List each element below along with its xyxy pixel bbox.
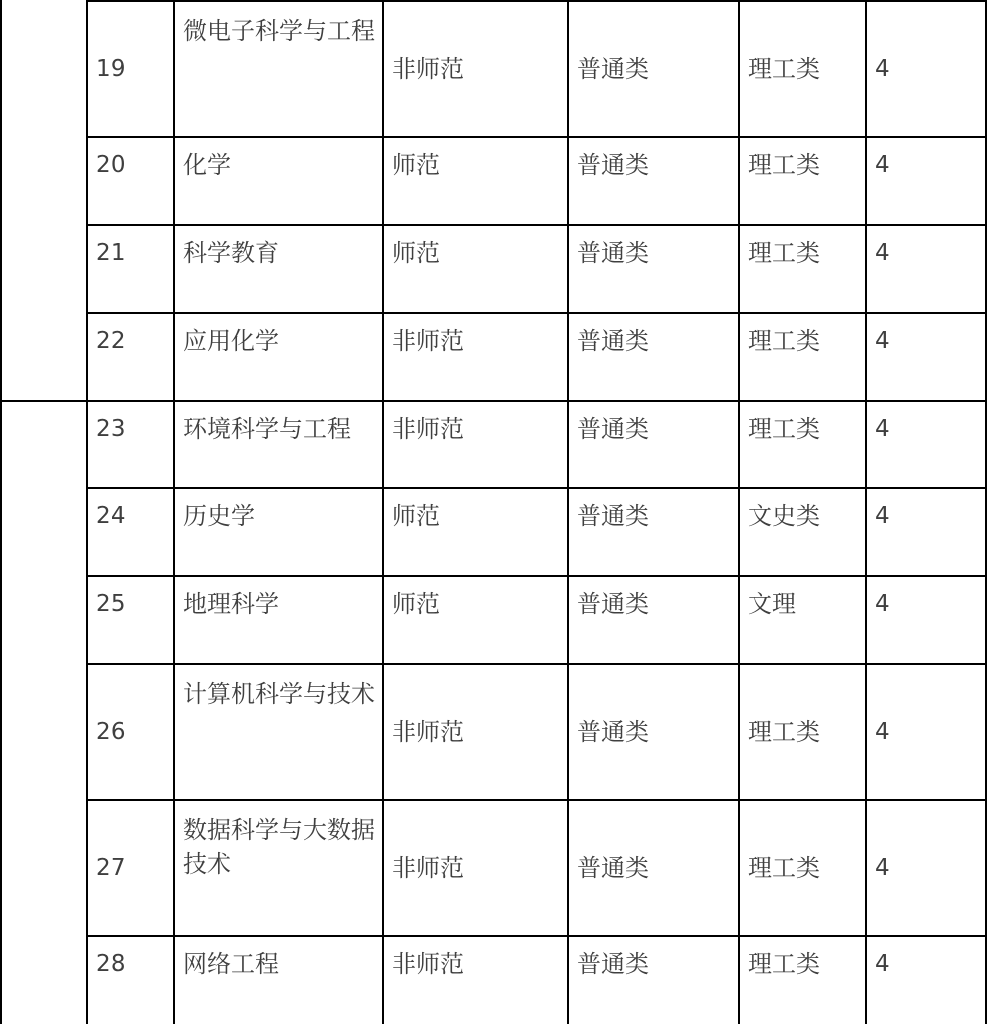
table-cell-no: 26 xyxy=(96,719,126,745)
table-cell-no: 27 xyxy=(96,855,126,881)
table-cell-no: 28 xyxy=(96,951,126,977)
table-cell-subject-type: 文理 xyxy=(748,590,796,618)
table-cell-teacher-type: 师范 xyxy=(392,151,440,179)
table-cell-teacher-type: 非师范 xyxy=(392,55,464,83)
table-cell-category: 普通类 xyxy=(577,55,649,83)
table-cell-years: 4 xyxy=(875,328,890,354)
table-cell-years: 4 xyxy=(875,951,890,977)
table-cell-major: 历史学 xyxy=(183,502,255,530)
table-cell-category: 普通类 xyxy=(577,151,649,179)
table-cell-years: 4 xyxy=(875,591,890,617)
table-cell-category: 普通类 xyxy=(577,415,649,443)
table-cell-subject-type: 理工类 xyxy=(748,950,820,978)
table-cell-category: 普通类 xyxy=(577,590,649,618)
table-cell-no: 25 xyxy=(96,591,126,617)
table-cell-major: 网络工程 xyxy=(183,950,279,978)
table-cell-teacher-type: 师范 xyxy=(392,590,440,618)
table-cell-subject-type: 理工类 xyxy=(748,854,820,882)
table-cell-years: 4 xyxy=(875,503,890,529)
table-cell-major: 环境科学与工程 xyxy=(183,415,351,443)
table-cell-category: 普通类 xyxy=(577,718,649,746)
table-cell-subject-type: 理工类 xyxy=(748,151,820,179)
table-cell-subject-type: 理工类 xyxy=(748,415,820,443)
table-cell-major: 微电子科学与工程 xyxy=(183,17,375,45)
table-cell-no: 19 xyxy=(96,56,126,82)
table-cell-major: 地理科学 xyxy=(183,590,279,618)
table-cell-teacher-type: 师范 xyxy=(392,502,440,530)
table-cell-years: 4 xyxy=(875,719,890,745)
table-cell-category: 普通类 xyxy=(577,327,649,355)
table-cell-major: 化学 xyxy=(183,151,231,179)
table-cell-teacher-type: 非师范 xyxy=(392,854,464,882)
table-cell-no: 24 xyxy=(96,503,126,529)
table-cell-subject-type: 理工类 xyxy=(748,718,820,746)
table-cell-years: 4 xyxy=(875,152,890,178)
table-cell-no: 23 xyxy=(96,416,126,442)
table-cell-subject-type: 理工类 xyxy=(748,327,820,355)
table-cell-subject-type: 理工类 xyxy=(748,239,820,267)
table-cell-major: 应用化学 xyxy=(183,327,279,355)
table-cell-years: 4 xyxy=(875,56,890,82)
table-cell-teacher-type: 非师范 xyxy=(392,415,464,443)
table-cell-category: 普通类 xyxy=(577,854,649,882)
table-cell-subject-type: 理工类 xyxy=(748,55,820,83)
table-cell-category: 普通类 xyxy=(577,239,649,267)
table-cell-subject-type: 文史类 xyxy=(748,502,820,530)
table-cell-teacher-type: 师范 xyxy=(392,239,440,267)
table-cell-no: 22 xyxy=(96,328,126,354)
table-border-left xyxy=(0,0,2,1024)
table-cell-no: 21 xyxy=(96,240,126,266)
table-cell-years: 4 xyxy=(875,416,890,442)
table-cell-teacher-type: 非师范 xyxy=(392,327,464,355)
table-cell-teacher-type: 非师范 xyxy=(392,718,464,746)
table-cell-years: 4 xyxy=(875,240,890,266)
table-cell-teacher-type: 非师范 xyxy=(392,950,464,978)
table-cell-years: 4 xyxy=(875,855,890,881)
table-cell-category: 普通类 xyxy=(577,502,649,530)
table-cell-category: 普通类 xyxy=(577,950,649,978)
table-cell-major: 科学教育 xyxy=(183,239,279,267)
table-cell-major: 计算机科学与技术 xyxy=(183,680,375,708)
table-cell-major: 数据科学与大数据技术 xyxy=(183,816,375,878)
table-cell-no: 20 xyxy=(96,152,126,178)
